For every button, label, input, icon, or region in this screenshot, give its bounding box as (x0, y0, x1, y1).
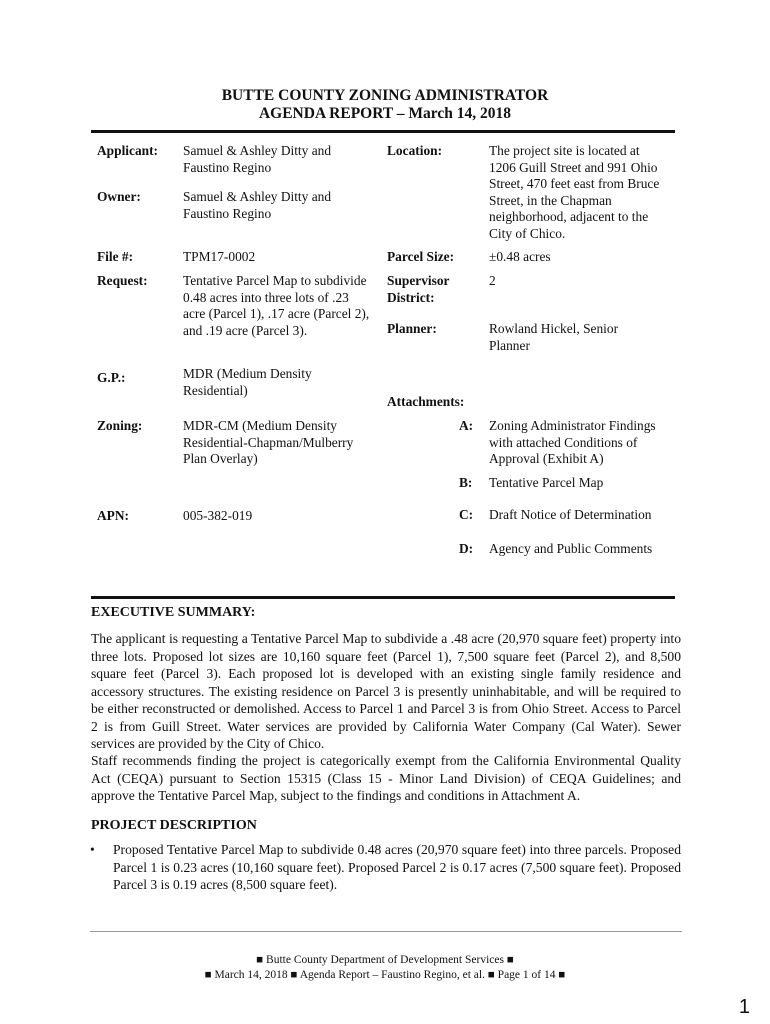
recommendation-paragraph: Staff recommends finding the project is categorically exempt from the California Environmental Quality Act (CEQA) pursuant to Section 15315 (Class 15 - Minor Land Division) of CEQA Guidelines; and approve the Tentative Parcel Map, subject to the findings and conditions in Attachment A. (91, 753, 681, 803)
planner-label: Planner: (387, 321, 437, 336)
page-number: 1 (738, 996, 750, 1018)
file-label: File #: (97, 249, 134, 264)
summary-paragraph: The applicant is requesting a Tentative Parcel Map to subdivide a .48 acre (20,970 square feet) property into three lots. Proposed lot sizes are 10,160 square feet (Parcel 1), 7,500 square feet (Parcel 2), and 8,500 square feet (Parcel 3). Each proposed lot is developed with an existing single family residence and accessory structures. The existing residence on Parcel 3 is presently uninhabitable, and will be required to be either reconstructed or demolished. Access to Parcel 1 and Parcel 3 is from Ohio Street. Access to Parcel 2 is from Guill Street. Water services are provided by California Water Company (Cal Water). Sewer services are provided by the City of Chico. (91, 631, 681, 751)
project-bullet-text: Proposed Tentative Parcel Map to subdivide 0.48 acres (20,970 square feet) into three parcels. Proposed Parcel 1 is 0.23 acres (10,160 square feet). Proposed Parcel 2 is 0.17 acres (7,500 square feet). Proposed Parcel 3 is 0.19 acres (8,500 square feet). (113, 842, 681, 892)
location-value: The project site is located at 1206 Guill Street and 991 Ohio Street, 470 feet east from Bruce Street, in the Chapman neighborhood, adjacent to the City of Chico. (489, 143, 660, 241)
planner-value: Rowland Hickel, Senior Planner (489, 321, 619, 353)
request-label: Request: (97, 273, 148, 288)
footer-rule (90, 931, 682, 932)
attachment-key: A: (459, 418, 474, 433)
attachment-key: C: (459, 507, 474, 522)
attachment-text: Agency and Public Comments (489, 541, 653, 556)
attachment-key: B: (459, 475, 473, 490)
owner-value: Samuel & Ashley Ditty and Faustino Regino (183, 189, 332, 221)
project-description-heading: PROJECT DESCRIPTION (91, 818, 257, 833)
footer-line2: ■ March 14, 2018 ■ Agenda Report – Faustino Regino, et al. ■ Page 1 of 14 ■ (204, 969, 566, 981)
request-value: Tentative Parcel Map to subdivide 0.48 acres into three lots of .23 acre (Parcel 1), .17 acre (Parcel 2), and .19 acre (Parcel 3). (183, 273, 370, 338)
gp-value: MDR (Medium Density Residential) (183, 366, 312, 398)
location-label: Location: (387, 143, 443, 158)
report-title-line1: BUTTE COUNTY ZONING ADMINISTRATOR (221, 87, 549, 104)
attachments-label: Attachments: (387, 394, 465, 409)
attachment-text: Draft Notice of Determination (489, 507, 652, 522)
supervisor-label: Supervisor District: (387, 273, 450, 305)
gp-label: G.P.: (97, 370, 126, 385)
executive-summary-heading: EXECUTIVE SUMMARY: (91, 605, 256, 620)
attachment-text: Zoning Administrator Findings with attached Conditions of Approval (Exhibit A) (489, 418, 656, 466)
apn-label: APN: (97, 508, 129, 523)
applicant-value: Samuel & Ashley Ditty and Faustino Regino (183, 143, 332, 175)
parcel-size-label: Parcel Size: (387, 249, 455, 264)
top-rule (91, 130, 675, 133)
bullet-marker: • (90, 842, 95, 857)
owner-label: Owner: (97, 189, 141, 204)
parcel-size-value: ±0.48 acres (489, 249, 551, 264)
zoning-label: Zoning: (97, 418, 143, 433)
footer-line1: ■ Butte County Department of Development Services ■ (256, 954, 514, 966)
file-value: TPM17-0002 (183, 249, 256, 264)
zoning-value: MDR-CM (Medium Density Residential-Chapman/Mulberry Plan Overlay) (183, 418, 354, 466)
attachment-text: Tentative Parcel Map (489, 475, 604, 490)
apn-value: 005-382-019 (183, 508, 253, 523)
attachment-key: D: (459, 541, 474, 556)
report-title-line2: AGENDA REPORT – March 14, 2018 (258, 105, 512, 122)
applicant-label: Applicant: (97, 143, 159, 158)
section-rule (91, 596, 675, 599)
supervisor-value: 2 (489, 273, 496, 288)
